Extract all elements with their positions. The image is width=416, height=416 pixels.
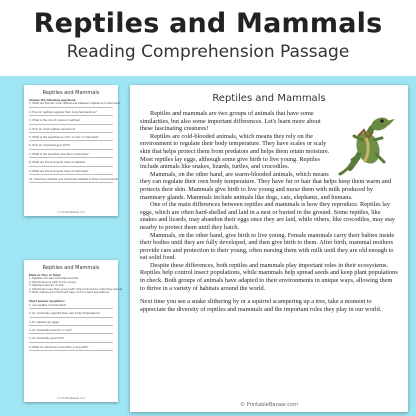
- thumb1-question: 10. How have reptiles and mammals adapted to their environments?: [29, 178, 119, 182]
- passage-paragraph: Despite these differences, both reptiles and mammals play important roles in their ecosystems. Reptiles help control insect populations, while mammals help spread seeds and keep plant populations in check. Both groups of animals have adapted to their environments in unique ways, allowing them to thrive in a variety of habitats around the world.: [140, 261, 398, 292]
- title-banner: [0, 0, 416, 76]
- thumb2-sa-item: 6. What do mammals nurse their young with?: [29, 345, 89, 349]
- answer-line: [29, 350, 113, 351]
- thumb1-question: 7. What is the parental care like in mammals?: [29, 152, 89, 156]
- thumb1-footer: © PrintableBazaar.com: [57, 211, 85, 214]
- questions-page-thumbnail: [24, 85, 121, 216]
- answer-line: [29, 140, 113, 141]
- thumb1-question: 9. What are the ecological roles of mammals?: [29, 169, 89, 173]
- thumb1-title: Reptiles and Mammals: [42, 90, 100, 96]
- thumb2-sa-item: 1. Are reptiles cold-blooded?: [29, 303, 67, 307]
- passage-paragraph: One of the main differences between reptiles and mammals is how they reproduce. Reptiles lay eggs, which are often hard-shelled and laid in a nest or buried in the ground. Some reptiles, like snakes and lizards, may abandon their eggs once they are laid, while others, like crocodiles, may stay nearby to protect them until they hatch.: [140, 201, 395, 231]
- thumb2-tf-heading: Mark as True or False:: [29, 274, 62, 277]
- lizard-illustration: [338, 110, 398, 176]
- answer-line: [29, 174, 113, 175]
- banner-subtitle: Reading Comprehension Passage: [66, 42, 350, 62]
- answer-line: [29, 182, 113, 183]
- answer-line: [29, 325, 113, 326]
- thumb2-sa-item: 5. Do mammals give birth?: [29, 337, 65, 341]
- passage-paragraph: Next time you see a snake slithering by or a squirrel scampering up a tree, take a moment to appreciate the diversity of reptiles and mammals and the important roles they play in our world.: [140, 298, 382, 313]
- thumb1-question: 1. What are the two main differences between reptiles and mammals?: [29, 102, 121, 106]
- thumb1-question: 8. What are the ecological roles of reptiles?: [29, 161, 86, 165]
- thumb2-tf-item: 5. Both reptiles and mammals help control insect populations.: [29, 291, 110, 295]
- answer-line: [29, 149, 113, 150]
- answer-line: [29, 308, 113, 309]
- passage-paragraph: Mammals, on the other hand, give birth to live young. Female mammals carry their babies inside their bodies until they are fully developed, and then give birth to them. After birth, mammal mothers provide care and protection to their young, often nursing them with milk until they are old enough to eat solid food.: [140, 231, 395, 262]
- answer-line: [29, 115, 113, 116]
- thumb2-tf-item: 4. Mammals nurse their young with milk produced by mammary glands.: [29, 287, 123, 291]
- thumb2-title: Reptiles and Mammals: [42, 265, 100, 271]
- thumb2-tf-item: 3. Reptiles have fur or hair.: [29, 284, 65, 288]
- thumb2-tf-item: 2. Mammals give birth to live young.: [29, 280, 77, 284]
- thumb2-tf-item: 1. Reptiles are warm-blooded animals.: [29, 277, 79, 281]
- true-false-page-thumbnail: [24, 260, 123, 402]
- thumb1-question: 5. What is the significance of fur or hair in mammals?: [29, 136, 99, 140]
- thumb2-sa-heading: Short answer questions:: [29, 300, 65, 304]
- passage-page: [130, 85, 408, 412]
- banner-title: Reptiles and Mammals: [33, 8, 383, 39]
- passage-footer: © PrintableBazaar.com: [240, 402, 298, 408]
- thumb2-sa-item: 3. Do reptiles lay eggs?: [29, 320, 60, 324]
- thumb1-question: 4. How do most reptiles reproduce?: [29, 127, 76, 131]
- answer-line: [29, 342, 113, 343]
- answer-line: [29, 124, 113, 125]
- thumb1-question: 2. How do reptiles regulate their body temperature?: [29, 110, 97, 114]
- passage-paragraph: Mammals, on the other hand, are warm-blooded animals, which means they can regulate their own body temperature. They have fur or hair that helps keep them warm and protects their skin. Mammals give birth to live young and nurse them with milk produced by mammary glands. Mammals include animals like dogs, cats, elephants, and humans.: [140, 170, 391, 201]
- answer-line: [29, 132, 113, 133]
- passage-title: Reptiles and Mammals: [212, 93, 326, 104]
- answer-line: [29, 166, 113, 167]
- answer-line: [29, 333, 113, 334]
- passage-paragraph: Reptiles and mammals are two groups of animals that have some similarities, but also some important differences. Let's learn more about these fascinating creatures!: [140, 110, 321, 133]
- answer-line: [29, 107, 113, 108]
- passage-paragraph: Reptiles are cold-blooded animals, which means they rely on the environment to regulate their body temperature. They have scales or scaly skin that helps protect them from predators and helps them retain moisture. Most reptiles lay eggs, although some give birth to live young. Reptiles include animals like snakes, lizards, turtles, and crocodiles.: [140, 132, 330, 171]
- thumb2-footer: © PrintableBazaar.com: [57, 397, 85, 400]
- answer-line: [29, 157, 113, 158]
- thumb1-question: 6. How do mammals give birth?: [29, 144, 71, 148]
- thumb2-sa-item: 4. Do mammals have fur or hair?: [29, 329, 72, 333]
- answer-line: [29, 317, 113, 318]
- thumb2-sa-item: 2. Do mammals regulate their own body temperature?: [29, 312, 100, 316]
- thumb1-question: 3. What is the role of scales in reptiles?: [29, 119, 81, 123]
- thumb1-section-heading: Answer the following questions:: [29, 99, 77, 102]
